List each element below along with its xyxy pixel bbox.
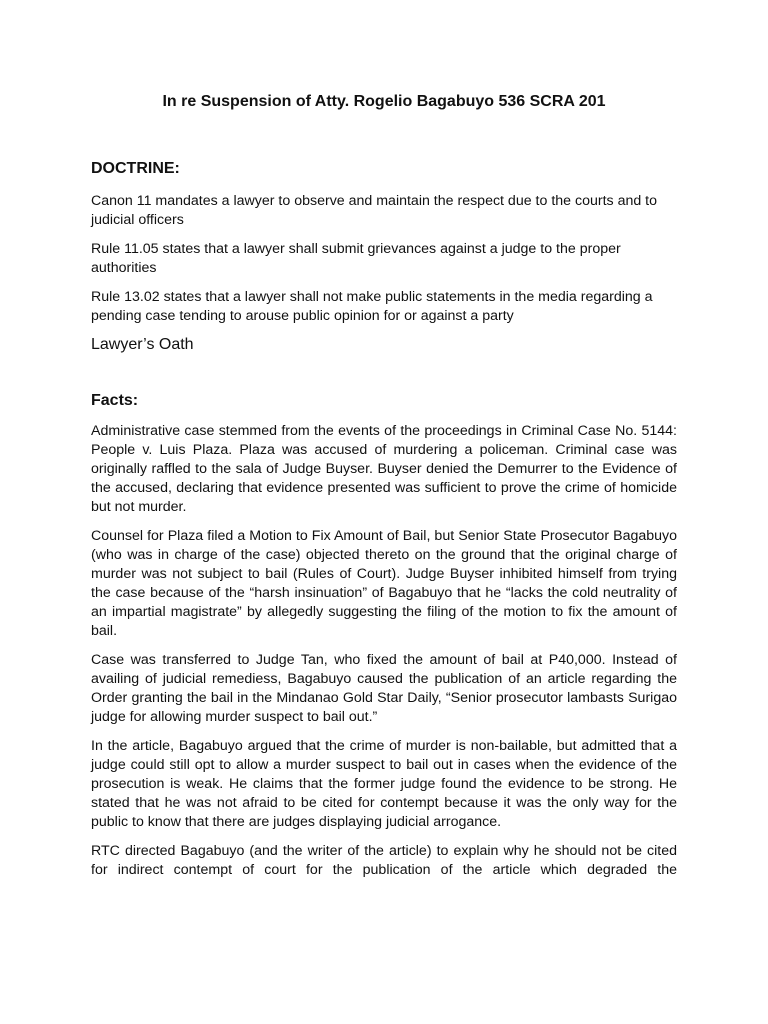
facts-paragraph: Administrative case stemmed from the events of the proceedings in Criminal Case No. 5144: People v. Luis Plaza. Plaza was accused of murdering a policeman. Criminal case was originally raffled to the sala of Judge Buyser. Buyser denied the Demurrer to the Evidence of the accused, declaring that evidence presented was sufficient to prove the crime of homicide but not murder. bbox=[91, 423, 677, 515]
doctrine-paragraph: Canon 11 mandates a lawyer to observe and maintain the respect due to the courts and to judicial officers bbox=[91, 193, 658, 228]
facts-paragraph: In the article, Bagabuyo argued that the crime of murder is non-bailable, but admitted that a judge could still opt to allow a murder suspect to bail out in cases when the evidence of the prosecution is weak. He claims that the former judge found the evidence to be strong. He stated that he was not afraid to be cited for contempt because it was the only way for the public to know that there are judges displaying judicial arrogance. bbox=[91, 738, 677, 830]
facts-paragraph: Counsel for Plaza filed a Motion to Fix Amount of Bail, but Senior State Prosecutor Bagabuyo (who was in charge of the case) objected thereto on the ground that the original charge of murder was not subject to bail (Rules of Court). Judge Buyser inhibited himself from trying the case because of the “harsh insinuation” of Bagabuyo that he “lacks the cold neutrality of an impartial magistrate” by allegedly suggesting the filing of the motion to fix the amount of bail. bbox=[91, 528, 677, 639]
doctrine-paragraph: Rule 11.05 states that a lawyer shall submit grievances against a judge to the proper authorities bbox=[91, 241, 621, 276]
document-body bbox=[91, 160, 677, 890]
doctrine-paragraph: Rule 13.02 states that a lawyer shall not make public statements in the media regarding a pending case tending to arouse public opinion for or against a party bbox=[91, 289, 653, 324]
facts-heading: Facts: bbox=[91, 392, 139, 409]
lawyers-oath-heading: Lawyer’s Oath bbox=[91, 336, 194, 353]
facts-paragraph: Case was transferred to Judge Tan, who fixed the amount of bail at P40,000. Instead of availing of judicial remediess, Bagabuyo caused the publication of an article regarding the Order granting the bail in the Mindanao Gold Star Daily, “Senior prosecutor lambasts Surigao judge for allowing murder suspect to bail out.” bbox=[91, 652, 677, 725]
document-title: In re Suspension of Atty. Rogelio Bagabuyo 536 SCRA 201 bbox=[162, 93, 606, 110]
doctrine-heading: DOCTRINE: bbox=[91, 160, 180, 177]
facts-paragraph: RTC directed Bagabuyo (and the writer of the article) to explain why he should not be cited for indirect contempt of court for the publication of the article which degraded the bbox=[91, 843, 677, 878]
